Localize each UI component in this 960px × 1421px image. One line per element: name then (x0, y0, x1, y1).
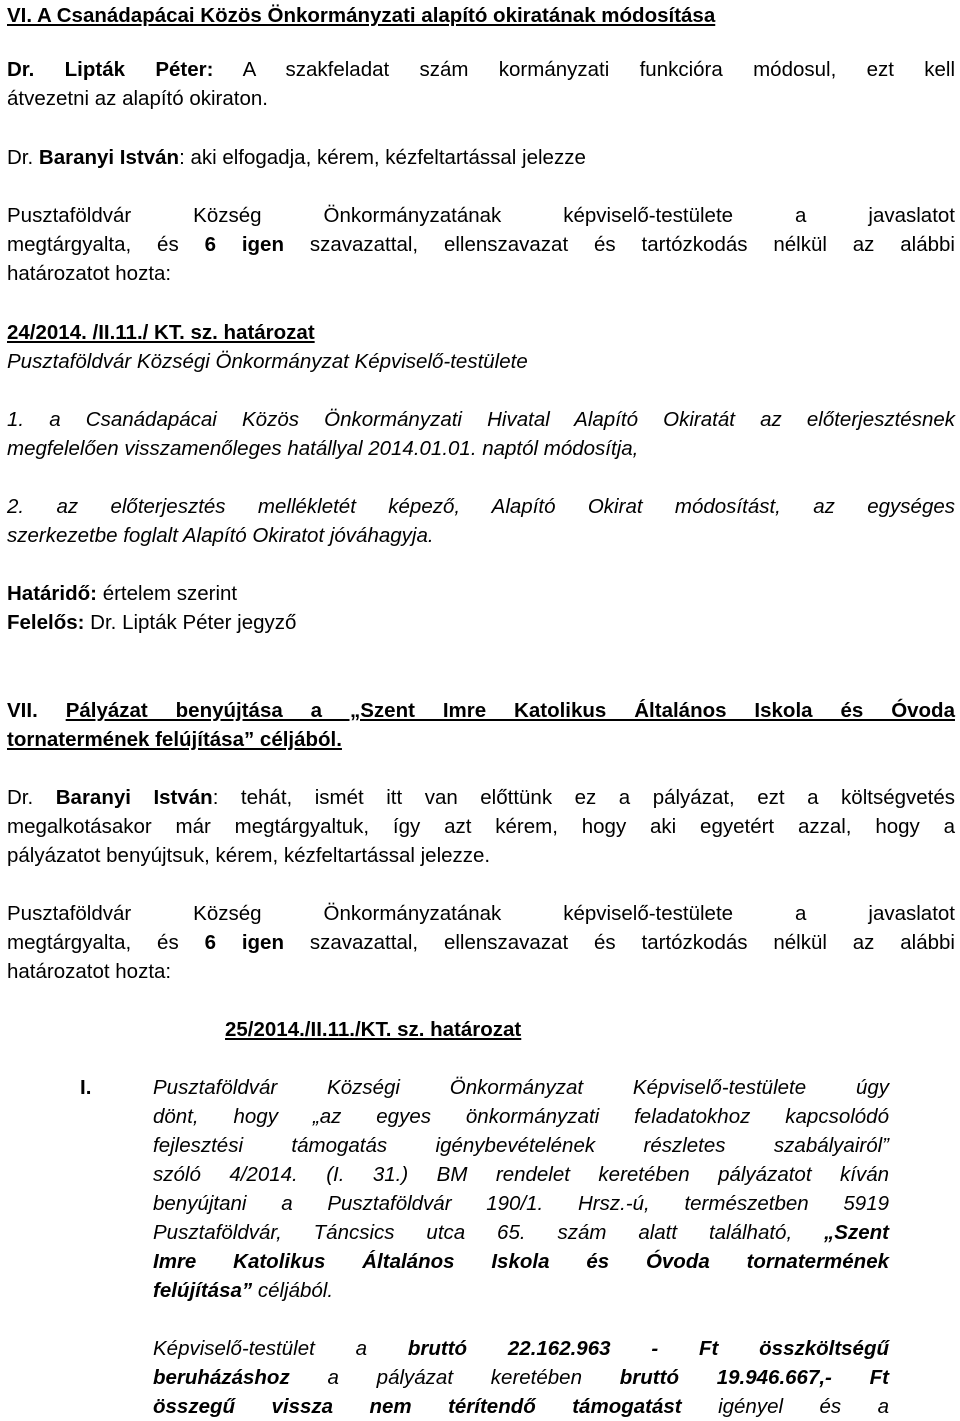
responsible-line (7, 608, 955, 637)
resolution-number-2: 25/2014./II.11./KT. sz. határozat (225, 1018, 522, 1041)
vote-paragraph-line2: megtárgyalta, és 6 igen szavazattal, ellenszavazat és tartózkodás nélkül az alábbi (7, 233, 955, 256)
resolution-item-2-line1: 2. az előterjesztés mellékletét képező, Alapító Okirat módosítást, az egységes (7, 495, 955, 518)
resolution-2-line5: benyújtani a Pusztaföldvár 190/1. Hrsz.-ú, természetben 5919 (153, 1192, 889, 1215)
speaker-name: Dr. Lipták Péter: (7, 58, 214, 81)
vote-paragraph-line1: Pusztaföldvár Község Önkormányzatának képviselő-testülete a javaslatot (7, 204, 955, 227)
resolution-2-p2-line1: Képviselő-testület a bruttó 22.162.963 - Ft összköltségű (153, 1337, 890, 1360)
vote-paragraph-2-line1: Pusztaföldvár Község Önkormányzatának képviselő-testülete a javaslatot (7, 902, 955, 925)
paragraph-baranyi-2-line3: pályázatot benyújtsuk, kérem, kézfeltartással jelezze. (7, 844, 491, 867)
responsible-label: Felelős: (7, 611, 85, 634)
vote-paragraph-line3: határozatot hozta: (7, 262, 172, 285)
paragraph-baranyi-2: Dr. Baranyi István: tehát, ismét itt van előttünk ez a pályázat, ezt a költségvetés (7, 786, 956, 809)
resolution-2-line3: fejlesztési támogatás igénybevételének részletes szabályairól” (153, 1134, 889, 1157)
resolution-item-1-line1: 1. a Csanádapácai Közös Önkormányzati Hivatal Alapító Okiratát az előterjesztésnek (7, 408, 955, 431)
resolution-item-1-line2: megfelelően visszamenőleges hatállyal 2014.01.01. naptól módosítja, (7, 437, 639, 460)
deadline-label: Határidő: (7, 582, 97, 605)
vote-paragraph-2-line3: határozatot hozta: (7, 960, 172, 983)
resolution-2-p2-line2: beruházáshoz a pályázat keretében bruttó 19.946.667,- Ft (153, 1366, 889, 1389)
section-heading-vii (7, 696, 955, 725)
deadline-value: értelem szerint (102, 582, 238, 605)
resolution-number: 24/2014. /II.11./ KT. sz. határozat (7, 321, 315, 344)
resolution-2-line2: dönt, hogy „az egyes önkormányzati feladatokhoz kapcsolódó (153, 1105, 889, 1128)
vote-count: 6 igen (204, 931, 284, 954)
vote-paragraph-2-line2: megtárgyalta, és 6 igen szavazattal, ellenszavazat és tartózkodás nélkül az alábbi (7, 931, 955, 954)
vote-count: 6 igen (204, 233, 284, 256)
section-number: VII. (7, 699, 38, 722)
section-heading-vii-line2: tornatermének felújítása” céljából. (7, 728, 342, 751)
paragraph-baranyi: Dr. Baranyi István: aki elfogadja, kérem, kézfeltartással jelezze (7, 146, 586, 169)
resolution-2-line4: szóló 4/2014. (I. 31.) BM rendelet keretében pályázatot kíván (153, 1163, 889, 1186)
section-heading-vi: VI. A Csanádapácai Közös Önkormányzati alapító okiratának módosítása (7, 4, 716, 27)
section-title: Pályázat benyújtása a „Szent Imre Katolikus Általános Iskola és Óvoda (65, 699, 955, 722)
paragraph-baranyi-2-line2: megalkotásakor már megtárgyaltuk, így azt kérem, hogy aki egyetért azzal, hogy a (7, 815, 955, 838)
deadline-line (7, 579, 955, 608)
paragraph-liptak-line2: átvezetni az alapító okiraton. (7, 87, 268, 110)
resolution-body: Pusztaföldvár Községi Önkormányzat Képviselő-testülete (7, 350, 528, 373)
speaker-name: Baranyi István (38, 146, 180, 169)
resolution-2-line8: felújítása” céljából. (153, 1279, 334, 1302)
resolution-item-2-line2: szerkezetbe foglalt Alapító Okiratot jóváhagyja. (7, 524, 434, 547)
resolution-2-p2-line3: összegű vissza nem térítendő támogatást igényel és a (153, 1395, 889, 1418)
paragraph-liptak: Dr. Lipták Péter: A szakfeladat szám kormányzati funkcióra módosul, ezt kell (7, 58, 955, 81)
resolution-2-line6: Pusztaföldvár, Táncsics utca 65. szám alatt található, „Szent (153, 1221, 889, 1244)
roman-numeral: I. (80, 1076, 92, 1099)
responsible-value: Dr. Lipták Péter jegyző (90, 611, 297, 634)
speaker-name: Baranyi István (55, 786, 213, 809)
resolution-2-line7: Imre Katolikus Általános Iskola és Óvoda tornatermének (153, 1250, 889, 1273)
resolution-2-line1: Pusztaföldvár Községi Önkormányzat Képviselő-testülete úgy (153, 1076, 889, 1099)
